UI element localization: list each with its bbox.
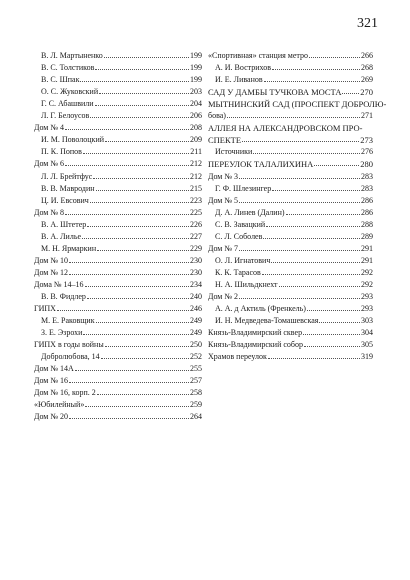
toc-entry-title: Ц. И. Евсович [41, 195, 89, 205]
toc-entry [34, 96, 202, 108]
toc-entry [34, 361, 202, 373]
toc-entry-page: 249 [190, 316, 202, 326]
toc-entry-page: 229 [190, 243, 202, 253]
toc-entry [208, 72, 373, 84]
toc-entry-page: 270 [360, 86, 373, 97]
toc-entry-title: ГИПХ в годы войны [34, 340, 104, 350]
dot-leader [342, 93, 359, 94]
dot-leader [99, 93, 189, 94]
toc-entry [34, 409, 202, 421]
toc-entry-page: 223 [190, 195, 202, 205]
toc-entry-title: Дом № 16 [34, 376, 68, 386]
toc-entry-page: 289 [361, 231, 373, 241]
dot-leader [69, 262, 189, 263]
toc-entry [34, 217, 202, 229]
toc-entry-title: Дом № 20 [34, 412, 68, 422]
dot-leader [314, 165, 359, 166]
toc-entry [208, 156, 373, 168]
dot-leader [264, 81, 360, 82]
dot-leader [263, 238, 360, 239]
toc-entry-page: 286 [361, 195, 373, 205]
toc-entry [208, 217, 373, 229]
toc-entry-title: В. С. Шпак [41, 75, 80, 85]
dot-leader [83, 153, 189, 154]
dot-leader [266, 226, 360, 227]
dot-leader [97, 250, 189, 251]
toc-entry [34, 301, 202, 313]
dot-leader [303, 334, 360, 335]
toc-entry-page: 257 [190, 376, 202, 386]
toc-entry-title: бова) [208, 111, 226, 121]
dot-leader [90, 202, 189, 203]
dot-leader [75, 370, 189, 371]
toc-entry [34, 48, 202, 60]
dot-leader [309, 57, 360, 58]
toc-entry-title: А. А. д Актиль (Френкель) [215, 304, 306, 314]
toc-entry [208, 96, 387, 109]
toc-entry-title: Г. С. Абашвили [41, 99, 94, 109]
toc-entry-title: В. В. Мавродин [41, 183, 95, 193]
toc-entry-title: Дом № 16, корп. 2 [34, 388, 96, 398]
toc-entry [34, 253, 202, 265]
toc-entry-title: Дом № 14А [34, 364, 74, 374]
toc-entry-page: 319 [361, 352, 373, 362]
toc-entry [34, 373, 202, 385]
dot-leader [85, 406, 189, 407]
toc-entry-page: 292 [361, 279, 373, 289]
toc-entry [208, 193, 373, 205]
toc-entry [34, 156, 202, 168]
toc-entry-page: 215 [190, 183, 202, 193]
toc-entry-page: 211 [190, 147, 202, 157]
toc-entry-page: 234 [190, 279, 202, 289]
toc-entry [34, 337, 202, 349]
toc-entry [208, 253, 373, 265]
dot-leader [83, 334, 189, 335]
toc-entry-title: «Юбилейный» [34, 400, 85, 410]
toc-entry-page: 293 [361, 291, 373, 301]
toc-entry-page: 283 [361, 183, 373, 193]
toc-entry-page: 266 [361, 51, 373, 61]
toc-entry [34, 289, 202, 301]
toc-entry [208, 120, 373, 132]
dot-leader [319, 322, 360, 323]
toc-entry-page: 226 [190, 219, 202, 229]
toc-entry-title: МЫТНИНСКИЙ САД (ПРОСПЕКТ ДОБРОЛЮ- [208, 98, 387, 109]
toc-entry [34, 385, 202, 397]
toc-entry-title: В. А. Штетер [41, 219, 87, 229]
toc-entry-title: ГИПХ [34, 304, 56, 314]
toc-entry-page: 208 [190, 123, 202, 133]
toc-entry [34, 120, 202, 132]
toc-entry-title: М. Е. Раковщик [41, 316, 95, 326]
dot-leader [262, 274, 360, 275]
toc-entry-page: 273 [360, 134, 373, 145]
dot-leader [279, 286, 360, 287]
toc-entry-title: САД У ДАМБЫ ТУЧКОВА МОСТА [208, 86, 342, 97]
dot-leader [253, 153, 360, 154]
toc-entry-page: 288 [361, 219, 373, 229]
dot-leader [57, 310, 189, 311]
toc-entry-title: Храмов переулок [208, 352, 267, 362]
toc-entry-title: Дом № 8 [34, 207, 64, 217]
toc-entry-title: Г. Ф. Шлезингер [215, 183, 272, 193]
toc-entry-title: Д. А. Линев (Далин) [215, 207, 285, 217]
toc-entry-page: 259 [190, 400, 202, 410]
toc-left-column [34, 48, 202, 421]
toc-entry-title: И. М. Поволоцкий [41, 135, 105, 145]
dot-leader [65, 165, 189, 166]
toc-entry-title: Дом № 2 [208, 291, 238, 301]
toc-entry-title: В. С. Толстиков [41, 63, 95, 73]
toc-entry [208, 168, 373, 180]
toc-entry-page: 283 [361, 171, 373, 181]
toc-entry-page: 227 [190, 231, 202, 241]
toc-entry [208, 60, 373, 72]
toc-entry [208, 277, 373, 289]
toc-entry [34, 60, 202, 72]
dot-leader [80, 81, 189, 82]
toc-entry-title: Дом № 12 [34, 267, 68, 277]
toc-entry-page: 305 [361, 340, 373, 350]
dot-leader [69, 418, 189, 419]
toc-entry-title: Л. Г. Белоусов [41, 111, 90, 121]
toc-entry-page: 199 [190, 75, 202, 85]
toc-entry [34, 181, 202, 193]
toc-entry-page: 230 [190, 267, 202, 277]
toc-entry-page: 249 [190, 328, 202, 338]
toc-entry [208, 337, 373, 349]
toc-entry-page: 286 [361, 207, 373, 217]
toc-entry-page: 276 [361, 147, 373, 157]
toc-entry-title: М. Н. Ярмаркин [41, 243, 97, 253]
toc-entry [208, 241, 373, 253]
toc-entry [34, 72, 202, 84]
dot-leader [239, 202, 360, 203]
toc-entry-page: 212 [190, 159, 202, 169]
toc-entry-page: 271 [361, 111, 373, 121]
toc-entry-page: 293 [361, 304, 373, 314]
toc-entry-page: 303 [361, 316, 373, 326]
dot-leader [87, 298, 189, 299]
dot-leader [268, 358, 360, 359]
dot-leader [227, 117, 360, 118]
toc-entry-title: В. А. Лилье [41, 231, 82, 241]
dot-leader [96, 322, 189, 323]
toc-entry [208, 132, 373, 144]
toc-entry-title: Дом № 5 [208, 195, 238, 205]
toc-entry [34, 84, 202, 96]
toc-entry [208, 229, 373, 241]
toc-entry-title: Дом № 4 [34, 123, 64, 133]
toc-entry-title: С. В. Завацкий [215, 219, 266, 229]
toc-entry [34, 241, 202, 253]
toc-entry-page: 199 [190, 63, 202, 73]
toc-entry-title: Князь-Владимирский собор [208, 340, 303, 350]
dot-leader [242, 141, 359, 142]
dot-leader [95, 69, 189, 70]
toc-entry [34, 313, 202, 325]
toc-entry-title: О. С. Жуковский [41, 87, 99, 97]
toc-entry-page: 291 [361, 255, 373, 265]
page-number: 321 [357, 16, 378, 31]
dot-leader [65, 214, 189, 215]
toc-entry-page: 280 [360, 158, 373, 169]
dot-leader [101, 358, 189, 359]
toc-entry [208, 313, 373, 325]
toc-entry-title: Дом № 7 [208, 243, 238, 253]
toc-entry [34, 277, 202, 289]
toc-entry [208, 84, 373, 96]
toc-entry-page: 255 [190, 364, 202, 374]
toc-entry-page: 258 [190, 388, 202, 398]
toc-entry [208, 265, 373, 277]
toc-entry [34, 229, 202, 241]
toc-entry [208, 181, 373, 193]
dot-leader [105, 141, 189, 142]
toc-entry [34, 325, 202, 337]
toc-entry-page: 264 [190, 412, 202, 422]
dot-leader [90, 117, 189, 118]
toc-entry-title: АЛЛЕЯ НА АЛЕКСАНДРОВСКОМ ПРО- [208, 122, 363, 133]
toc-entry-title: Н. А. Шильдкнехт [215, 279, 278, 289]
dot-leader [93, 178, 189, 179]
toc-entry [34, 132, 202, 144]
toc-entry [34, 168, 202, 180]
toc-entry-title: «Спортивная» станция метро [208, 51, 309, 61]
toc-entry-page: 246 [190, 304, 202, 314]
toc-entry [34, 397, 202, 409]
toc-entry-page: 204 [190, 99, 202, 109]
toc-entry-page: 252 [190, 352, 202, 362]
dot-leader [95, 105, 189, 106]
toc-entry-page: 269 [361, 75, 373, 85]
dot-leader [82, 238, 189, 239]
toc-entry-page: 250 [190, 340, 202, 350]
toc-entry-title: И. Н. Медведева-Томашевская [215, 316, 319, 326]
dot-leader [97, 394, 189, 395]
dot-leader [69, 274, 189, 275]
toc-entry-title: З. Е. Эзрохи [41, 328, 83, 338]
toc-entry-title: Источники [215, 147, 253, 157]
toc-entry [208, 325, 373, 337]
dot-leader [104, 57, 189, 58]
dot-leader [272, 190, 360, 191]
toc-entry-page: 292 [361, 267, 373, 277]
toc-entry-page: 240 [190, 291, 202, 301]
toc-entry-title: А. И. Вострихов [215, 63, 271, 73]
toc-entry-title: В. В. Фидлер [41, 291, 86, 301]
dot-leader [271, 262, 360, 263]
toc-entry-title: Л. Л. Брейтфус [41, 171, 93, 181]
toc-entry [34, 144, 202, 156]
dot-leader [65, 129, 189, 130]
toc-entry [208, 289, 373, 301]
toc-entry-page: 212 [190, 171, 202, 181]
toc-entry-page: 206 [190, 111, 202, 121]
toc-entry [208, 108, 373, 120]
toc-entry-title: П. К. Попов [41, 147, 82, 157]
toc-entry-title: СПЕКТЕ [208, 134, 242, 145]
toc-entry-title: С. Л. Соболев [215, 231, 263, 241]
toc-entry-title: Дом № 3 [208, 171, 238, 181]
toc-entry-page: 291 [361, 243, 373, 253]
dot-leader [239, 298, 360, 299]
toc-entry-title: Добролюбова, 14 [41, 352, 100, 362]
dot-leader [307, 310, 360, 311]
dot-leader [286, 214, 360, 215]
dot-leader [239, 178, 360, 179]
toc-entry [208, 301, 373, 313]
toc-entry-page: 268 [361, 63, 373, 73]
toc-entry [34, 193, 202, 205]
dot-leader [272, 69, 360, 70]
toc-entry-page: 209 [190, 135, 202, 145]
toc-entry-title: В. Л. Мартыненко [41, 51, 103, 61]
toc-entry-title: Князь-Владимирский сквер [208, 328, 303, 338]
toc-entry [34, 349, 202, 361]
dot-leader [304, 346, 360, 347]
toc-entry-title: К. К. Тарасов [215, 267, 261, 277]
toc-entry-title: Дома № 14–16 [34, 279, 84, 289]
dot-leader [96, 190, 189, 191]
toc-entry-title: И. Е. Ливанов [215, 75, 263, 85]
toc-entry [208, 349, 373, 361]
dot-leader [87, 226, 189, 227]
toc-right-column [208, 48, 387, 362]
dot-leader [69, 382, 189, 383]
dot-leader [239, 250, 360, 251]
toc-entry-page: 199 [190, 51, 202, 61]
dot-leader [105, 346, 189, 347]
toc-entry [34, 205, 202, 217]
toc-entry [208, 205, 373, 217]
toc-entry-title: Дом № 6 [34, 159, 64, 169]
toc-entry-title: О. Л. Игнатович [215, 255, 271, 265]
toc-entry [208, 48, 373, 60]
toc-entry [208, 144, 373, 156]
toc-entry-title: Дом № 10 [34, 255, 68, 265]
toc-entry [34, 108, 202, 120]
toc-entry [34, 265, 202, 277]
toc-entry-page: 230 [190, 255, 202, 265]
dot-leader [85, 286, 190, 287]
toc-entry-page: 225 [190, 207, 202, 217]
toc-entry-page: 304 [361, 328, 373, 338]
toc-entry-title: ПЕРЕУЛОК ТАЛАЛИХИНА [208, 158, 314, 169]
toc-entry-page: 203 [190, 87, 202, 97]
